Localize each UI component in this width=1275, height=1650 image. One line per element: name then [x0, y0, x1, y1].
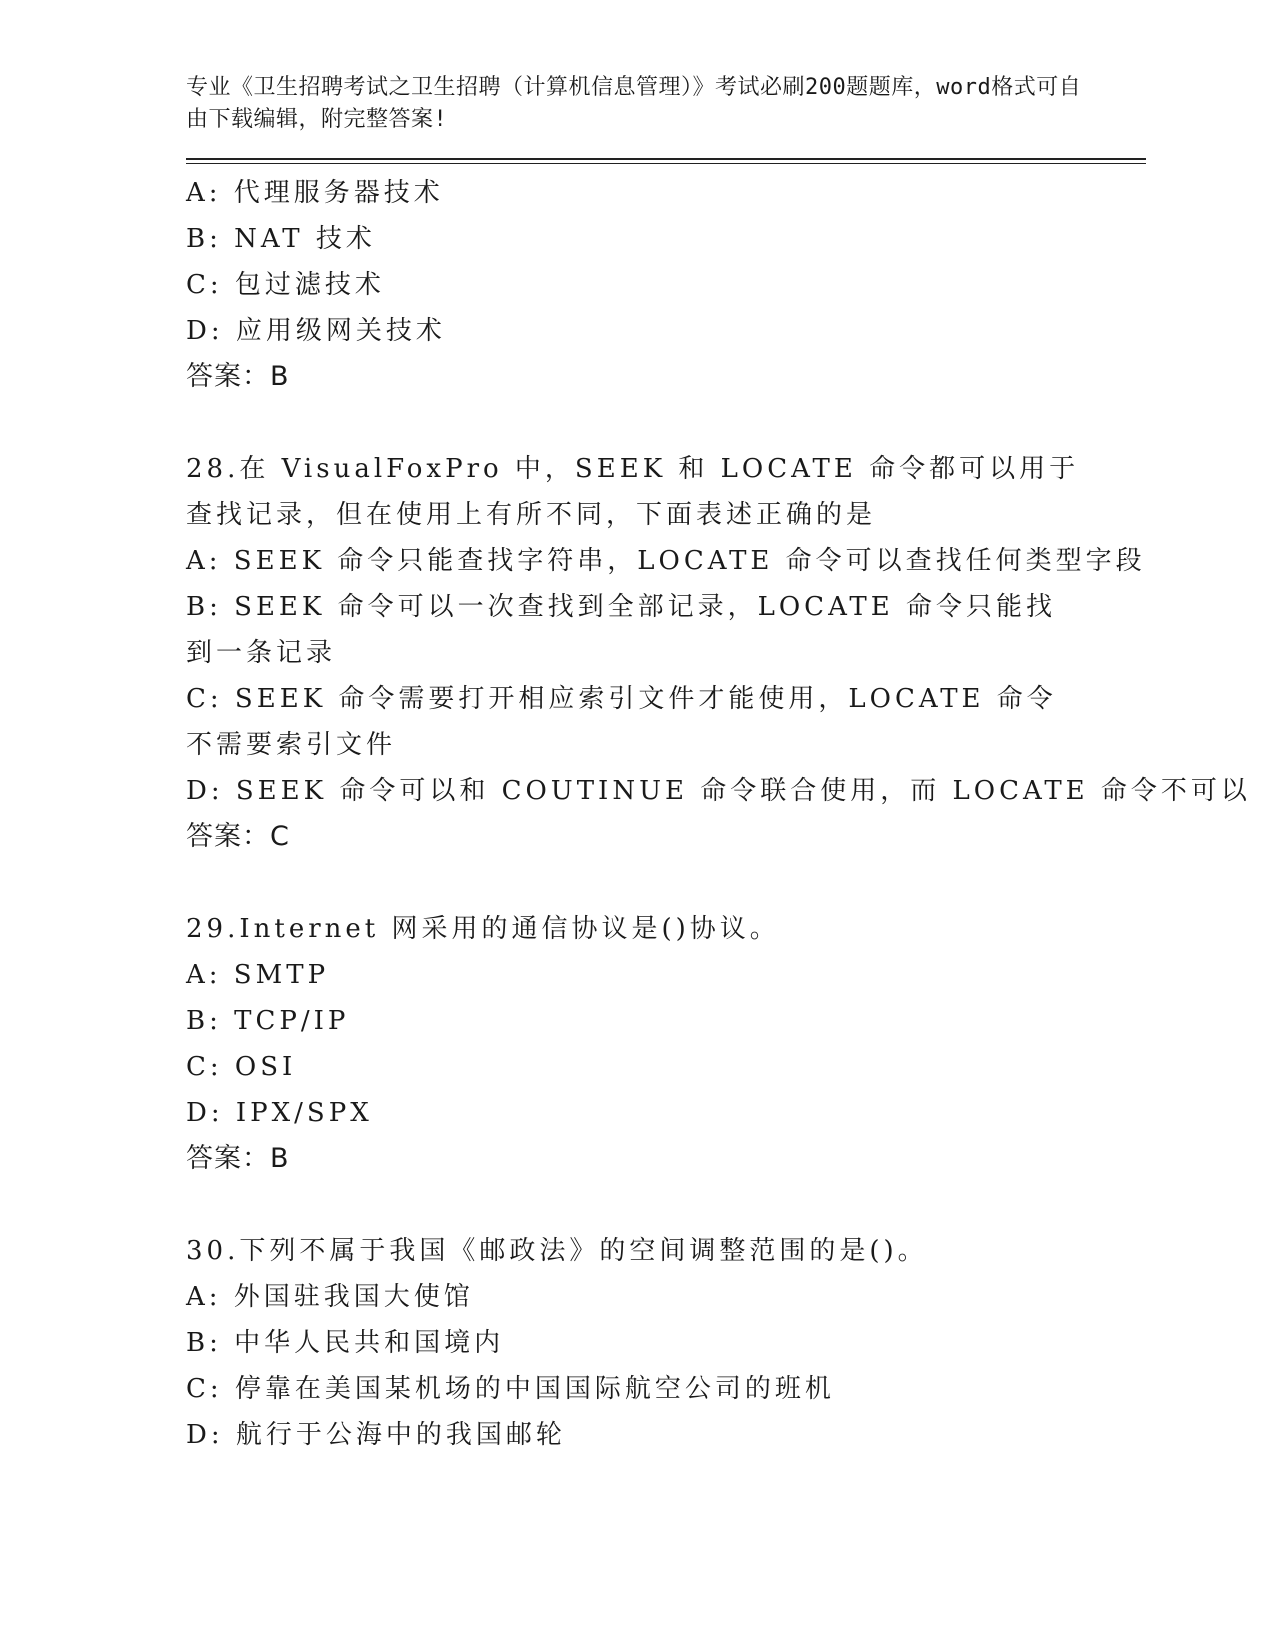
header-divider: [186, 158, 1146, 164]
option-c: C: 包过滤技术: [186, 270, 385, 300]
option-a: A: 外国驻我国大使馆: [186, 1282, 474, 1312]
question-30: [186, 1228, 1146, 1458]
answer: 答案：C: [186, 821, 290, 852]
option-d: D: IPX/SPX: [186, 1098, 373, 1128]
question-29: [186, 906, 1146, 1182]
option-a: A: SMTP: [186, 960, 330, 990]
question-27: [186, 170, 1146, 400]
option-d: D: 航行于公海中的我国邮轮: [186, 1420, 566, 1450]
option-b: B: TCP/IP: [186, 1006, 350, 1036]
option-a: A: SEEK 命令只能查找字符串，LOCATE 命令可以查找任何类型字段: [186, 546, 1146, 576]
option-a: A: 代理服务器技术: [186, 178, 444, 208]
document-page: [186, 72, 1251, 1458]
option-d: D: 应用级网关技术: [186, 316, 446, 346]
question-28: [186, 446, 1251, 860]
option-c: C: OSI: [186, 1052, 297, 1082]
question-text: 29.Internet 网采用的通信协议是()协议。: [186, 914, 780, 944]
option-d: D: SEEK 命令可以和 COUTINUE 命令联合使用，而 LOCATE 命令不可以: [186, 776, 1251, 806]
option-b: B: 中华人民共和国境内: [186, 1328, 505, 1358]
option-b: B: SEEK 命令可以一次查找到全部记录，LOCATE 命令只能找到一条记录: [186, 592, 1057, 668]
question-text: 28.在 VisualFoxPro 中，SEEK 和 LOCATE 命令都可以用于查找记录，但在使用上有所不同，下面表述正确的是: [186, 454, 1080, 530]
option-c: C: 停靠在美国某机场的中国国际航空公司的班机: [186, 1374, 835, 1404]
answer: 答案：B: [186, 1143, 290, 1174]
answer: 答案：B: [186, 361, 290, 392]
question-text: 30.下列不属于我国《邮政法》的空间调整范围的是()。: [186, 1236, 928, 1266]
option-b: B: NAT 技术: [186, 224, 376, 254]
document-header: 专业《卫生招聘考试之卫生招聘（计算机信息管理）》考试必刷200题题库，word格式可自由下载编辑，附完整答案!: [186, 75, 1082, 132]
option-c: C: SEEK 命令需要打开相应索引文件才能使用，LOCATE 命令不需要索引文件: [186, 684, 1057, 760]
